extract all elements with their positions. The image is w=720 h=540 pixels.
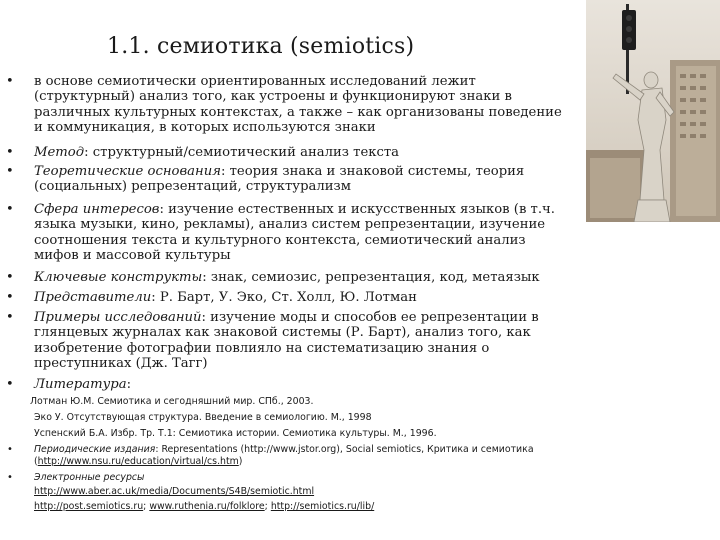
bullet-label: Примеры исследований bbox=[34, 310, 202, 325]
bullet-item bbox=[34, 290, 574, 305]
literature-item: Эко У. Отсутствующая структура. Введение в семиологию. М., 1998 bbox=[34, 412, 372, 423]
bullet-item bbox=[34, 270, 574, 285]
bullet-item bbox=[34, 377, 574, 392]
periodicals-item bbox=[34, 444, 554, 469]
bullet-label: Литература bbox=[34, 377, 127, 392]
bullet-text: в основе семиотически ориентированных исследований лежит (структурный) анализ того, как устроены и функционируют знаки в различных культурных контекстах, а также – как организованы поведение и коммуникация, в которых используются знаки bbox=[34, 74, 562, 136]
electronic-resources-label: Электронные ресурсы bbox=[34, 472, 145, 483]
bullet-label: Метод bbox=[34, 145, 85, 160]
electronic-resources-item bbox=[34, 472, 144, 484]
literature-item: Лотман Ю.М. Семиотика и сегодняшний мир. СПб., 2003. bbox=[30, 396, 314, 407]
periodicals-end: ) bbox=[238, 456, 243, 468]
page-title: 1.1. семиотика (semiotics) bbox=[107, 34, 415, 59]
electronic-link-row bbox=[34, 501, 374, 513]
bullet-text: : изучение моды и способов ее репрезентации в глянцевых журналах как знаковой системы (Р. Барт), анализ того, как изобретение фотографии повлияло на систематизацию знания о преступниках (Дж. Тагг) bbox=[34, 310, 539, 372]
bullet-text: : структурный/семиотический анализ текста bbox=[84, 145, 400, 160]
literature-item: Успенский Б.А. Избр. Тр. Т.1: Семиотика истории. Семиотика культуры. М., 1996. bbox=[34, 428, 437, 439]
electronic-link[interactable]: http://post.semiotics.ru bbox=[34, 501, 144, 512]
link-separator: ; bbox=[264, 501, 271, 512]
bullet-text: : Р. Барт, У. Эко, Ст. Холл, Ю. Лотман bbox=[151, 290, 417, 305]
bullet-text: : bbox=[126, 377, 132, 392]
statue-photo-image bbox=[586, 0, 720, 222]
bullet-item bbox=[34, 164, 574, 195]
link-separator: ; bbox=[143, 501, 150, 512]
periodicals-link[interactable]: http://www.nsu.ru/education/virtual/cs.htm bbox=[37, 456, 239, 468]
bullet-label: Теоретические основания bbox=[34, 164, 221, 179]
bullet-text: : знак, семиозис, репрезентация, код, метаязык bbox=[202, 270, 540, 285]
bullet-item bbox=[34, 145, 574, 160]
bullet-label: Ключевые конструкты bbox=[34, 270, 203, 285]
periodicals-text: : Representations (http://www.jstor.org), Social semiotics, Критика и семиотика ( bbox=[34, 444, 534, 468]
electronic-link-row bbox=[34, 486, 314, 498]
bullet-text: : изучение естественных и искусственных языков (в т.ч. языка музыки, кино, рекламы), анализ систем репрезентации, изучение соотношения текста и культурного контекста, семиотический анализ мифов и массовой культуры bbox=[34, 202, 555, 264]
bullet-label: Сфера интересов bbox=[34, 202, 160, 217]
bullet-item bbox=[34, 74, 574, 136]
periodicals-label: Периодические издания bbox=[34, 444, 156, 455]
bullet-item bbox=[34, 310, 574, 372]
electronic-link[interactable]: www.ruthenia.ru/folklore bbox=[149, 501, 265, 512]
statue-photo bbox=[586, 0, 720, 222]
bullet-label: Представители bbox=[34, 290, 152, 305]
electronic-link[interactable]: http://semiotics.ru/lib/ bbox=[270, 501, 375, 512]
bullet-item bbox=[34, 202, 574, 264]
bullet-text: : теория знака и знаковой системы, теория (социальных) репрезентаций, структурализм bbox=[34, 164, 525, 195]
electronic-link[interactable]: http://www.aber.ac.uk/media/Documents/S4B/semiotic.html bbox=[34, 486, 315, 497]
